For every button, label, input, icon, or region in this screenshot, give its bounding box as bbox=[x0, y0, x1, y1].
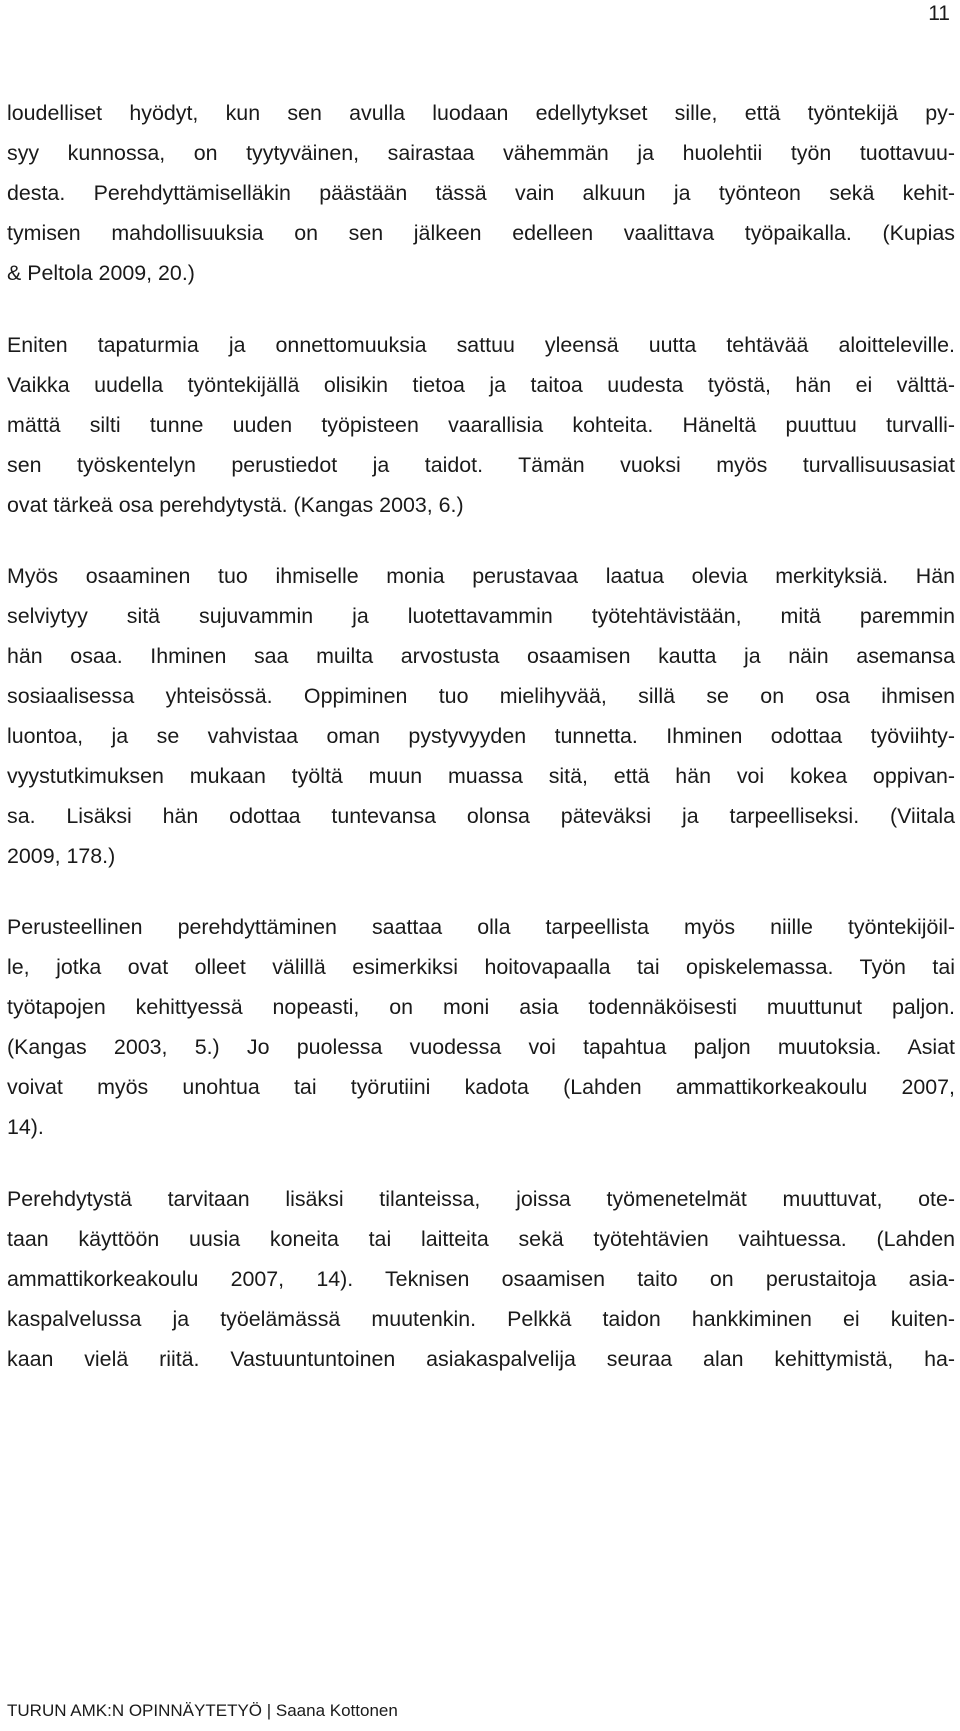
text-line: vyystutkimuksen mukaan työltä muun muassa sitä, että hän voi kokea oppivan- bbox=[7, 764, 955, 788]
text-line: sen työskentelyn perustiedot ja taidot. Tämän vuoksi myös turvallisuusasiat bbox=[7, 453, 955, 477]
text-line: kaan vielä riitä. Vastuuntuntoinen asiakaspalvelija seuraa alan kehittymistä, ha- bbox=[7, 1347, 955, 1371]
text-line: sa. Lisäksi hän odottaa tuntevansa olonsa päteväksi ja tarpeelliseksi. (Viitala bbox=[7, 804, 955, 828]
text-line: sosiaalisessa yhteisössä. Oppiminen tuo mielihyvää, sillä se on osa ihmisen bbox=[7, 684, 955, 708]
text-line: Eniten tapaturmia ja onnettomuuksia sattuu yleensä uutta tehtävää aloitteleville. bbox=[7, 333, 955, 357]
text-line: luontoa, ja se vahvistaa oman pystyvyyden tunnetta. Ihminen odottaa työviihty- bbox=[7, 724, 955, 748]
text-line: desta. Perehdyttämiselläkin päästään tässä vain alkuun ja työnteon sekä kehit- bbox=[7, 181, 955, 205]
text-line: (Kangas 2003, 5.) Jo puolessa vuodessa voi tapahtua paljon muutoksia. Asiat bbox=[7, 1035, 955, 1059]
text-line: Perusteellinen perehdyttäminen saattaa olla tarpeellista myös niille työntekijöil- bbox=[7, 915, 955, 939]
text-line: le, jotka ovat olleet välillä esimerkiksi hoitovapaalla tai opiskelemassa. Työn tai bbox=[7, 955, 955, 979]
text-line: voivat myös unohtua tai työrutiini kadota (Lahden ammattikorkeakoulu 2007, bbox=[7, 1075, 955, 1099]
text-line: loudelliset hyödyt, kun sen avulla luodaan edellytykset sille, että työntekijä py- bbox=[7, 101, 955, 125]
text-line: Myös osaaminen tuo ihmiselle monia perustavaa laatua olevia merkityksiä. Hän bbox=[7, 564, 955, 588]
text-line: hän osaa. Ihminen saa muilta arvostusta osaamisen kautta ja näin asemansa bbox=[7, 644, 955, 668]
text-line: ammattikorkeakoulu 2007, 14). Teknisen osaamisen taito on perustaitoja asia- bbox=[7, 1267, 955, 1291]
text-line: ovat tärkeä osa perehdytystä. (Kangas 2003, 6.) bbox=[7, 493, 464, 517]
text-line: tymisen mahdollisuuksia on sen jälkeen edelleen vaalittava työpaikalla. (Kupias bbox=[7, 221, 955, 245]
text-line: työtapojen kehittyessä nopeasti, on moni asia todennäköisesti muuttunut paljon. bbox=[7, 995, 955, 1019]
text-line: 2009, 178.) bbox=[7, 844, 116, 868]
text-line: taan käyttöön uusia koneita tai laitteita sekä työtehtävien vaihtuessa. (Lahden bbox=[7, 1227, 955, 1251]
page-number: 11 bbox=[928, 2, 950, 25]
text-line: mättä silti tunne uuden työpisteen vaarallisia kohteita. Häneltä puuttuu turvalli- bbox=[7, 413, 955, 437]
text-line: kaspalvelussa ja työelämässä muutenkin. Pelkkä taidon hankkiminen ei kuiten- bbox=[7, 1307, 955, 1331]
text-line: Vaikka uudella työntekijällä olisikin tietoa ja taitoa uudesta työstä, hän ei välttä- bbox=[7, 373, 955, 397]
text-line: selviytyy sitä sujuvammin ja luotettavammin työtehtävistään, mitä paremmin bbox=[7, 604, 955, 628]
text-line: & Peltola 2009, 20.) bbox=[7, 261, 195, 285]
text-line: 14). bbox=[7, 1115, 44, 1139]
text-line: Perehdytystä tarvitaan lisäksi tilanteissa, joissa työmenetelmät muuttuvat, ote- bbox=[7, 1187, 955, 1211]
footer: TURUN AMK:N OPINNÄYTETYÖ | Saana Kottonen bbox=[7, 1701, 398, 1720]
text-line: syy kunnossa, on tyytyväinen, sairastaa vähemmän ja huolehtii työn tuottavuu- bbox=[7, 141, 955, 165]
